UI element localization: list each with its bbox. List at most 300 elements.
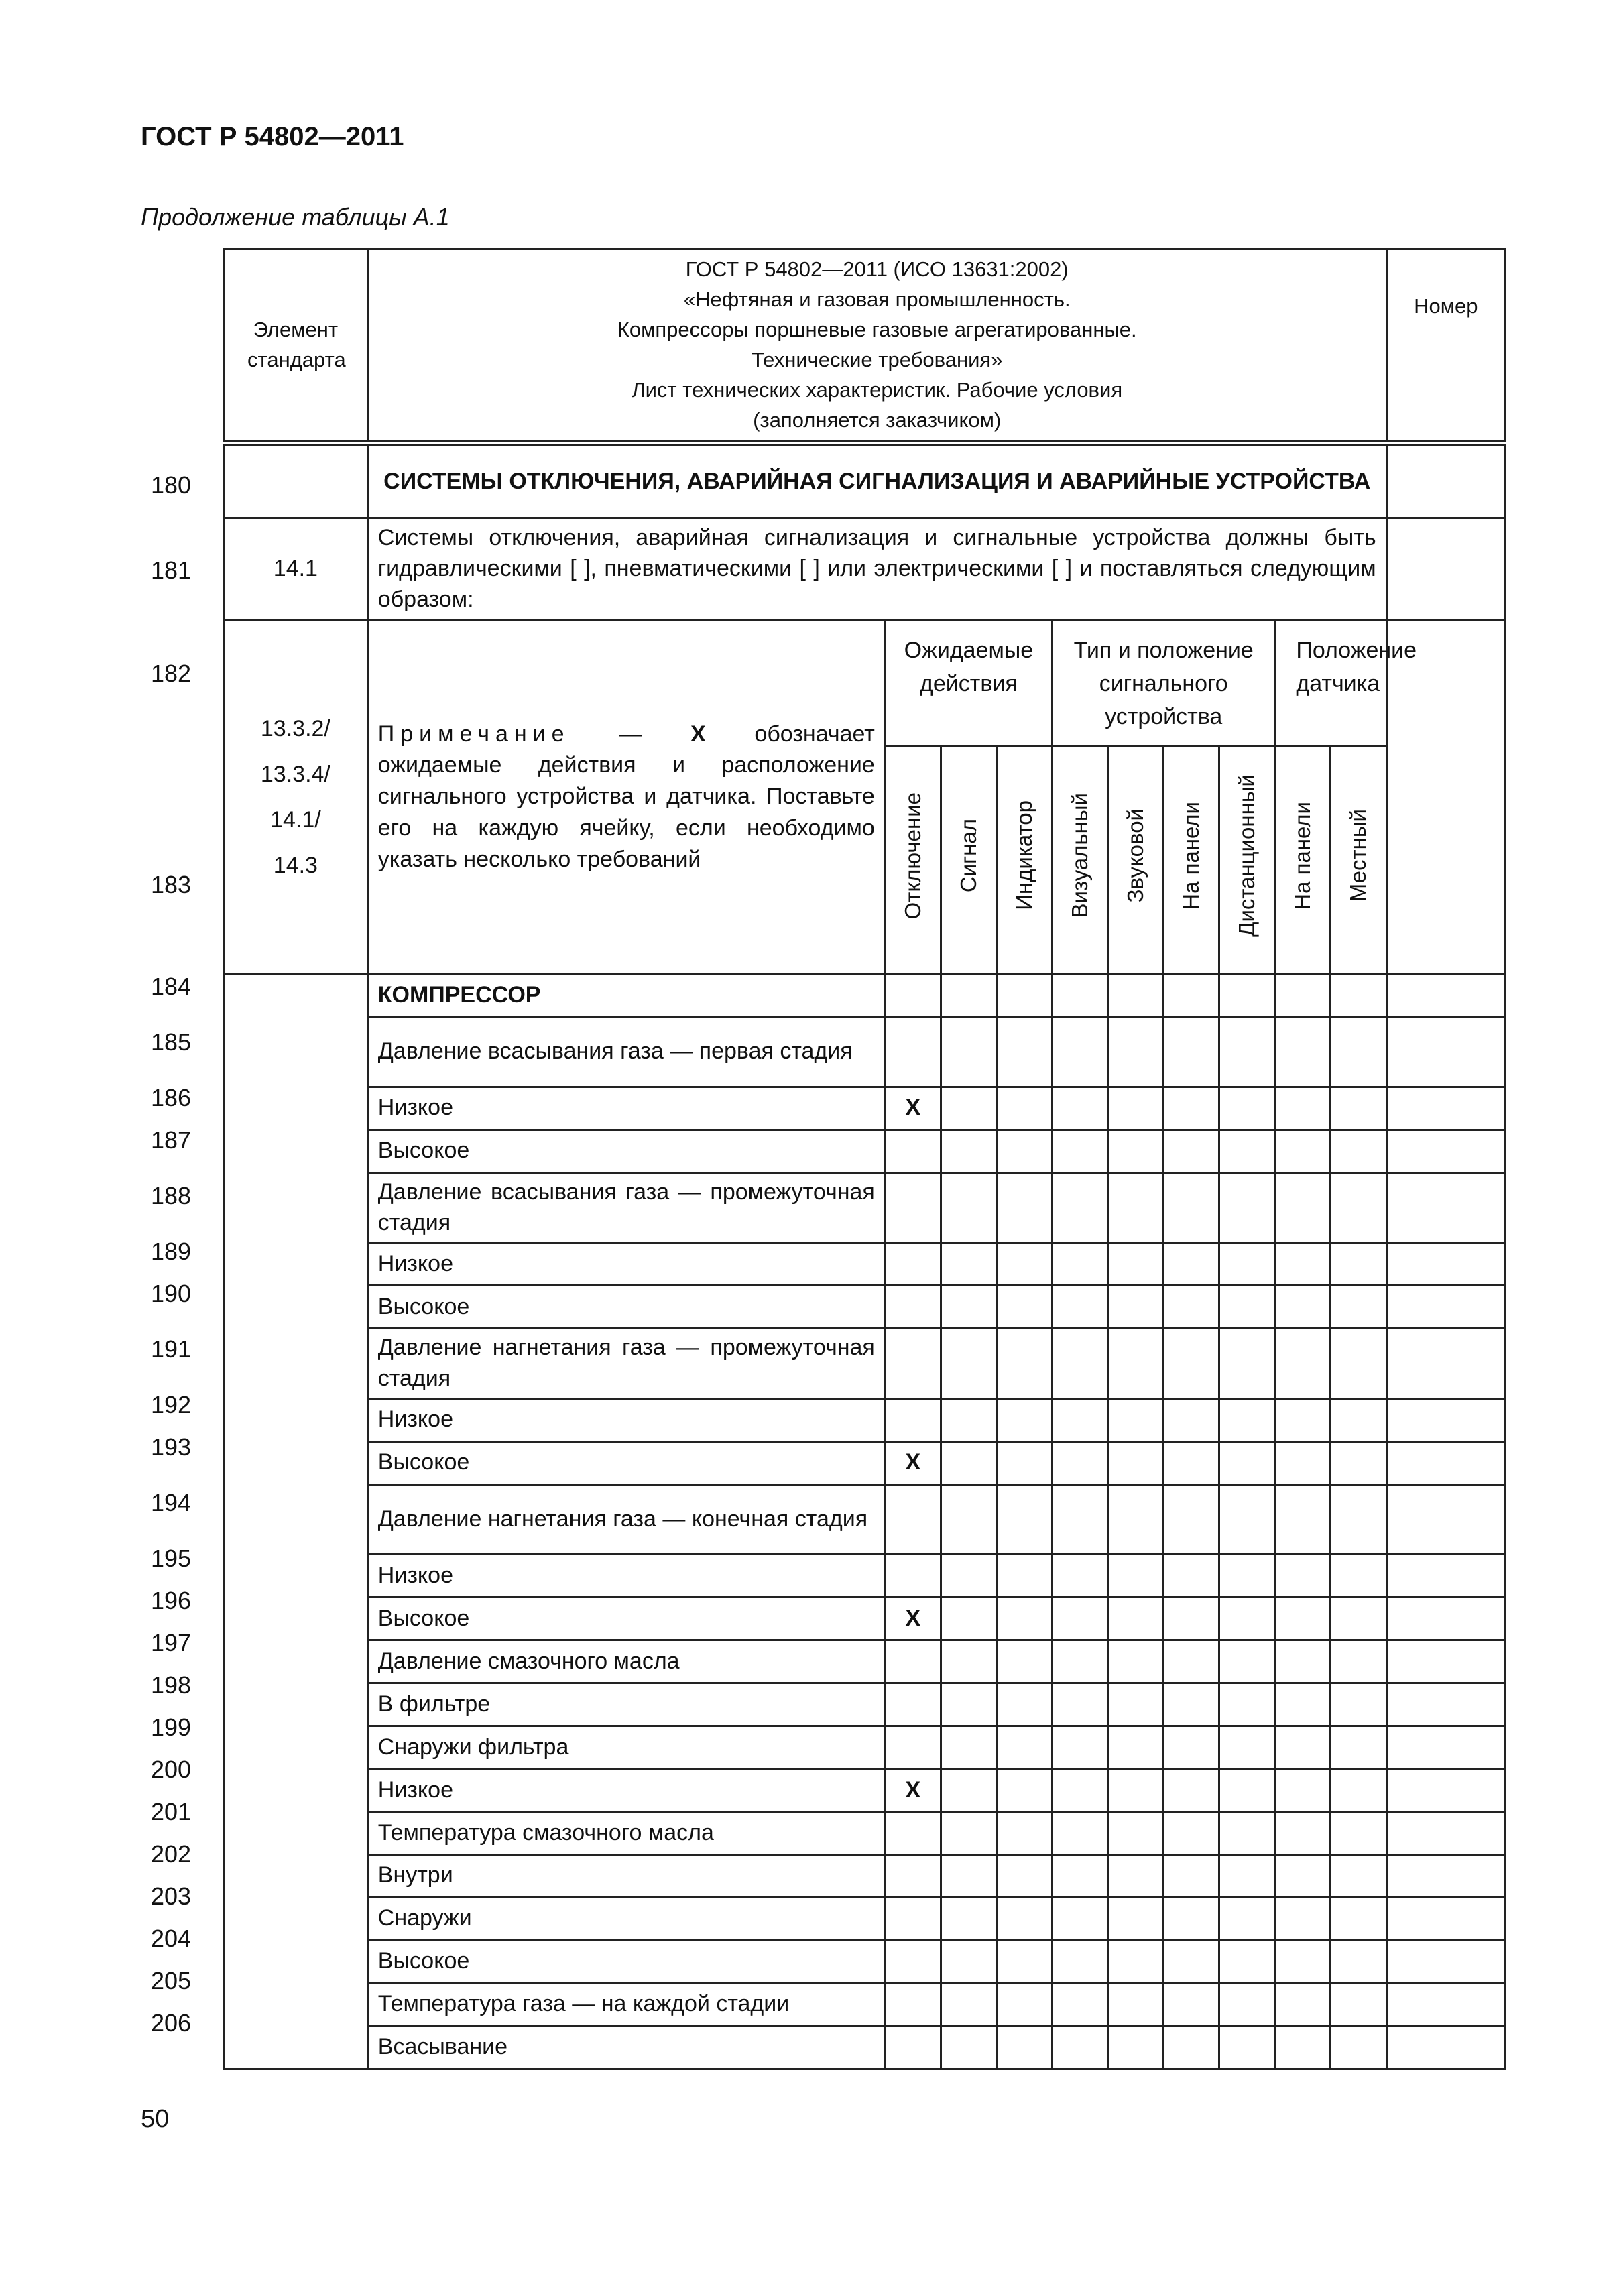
requirement-text: Системы отключения, аварийная сигнализация и сигнальные устройства должны быть гидравлическими [ ], пневматическими [ ] или электрическими [ ] и поставляться следующим образом: <box>367 518 1386 620</box>
document-code: ГОСТ Р 54802—2011 <box>141 122 404 152</box>
col-header-audible <box>1108 746 1164 974</box>
row-number: 192 <box>150 1390 192 1418</box>
row-number: 197 <box>150 1628 192 1656</box>
table-row <box>224 1484 1506 1555</box>
mark-cell <box>996 2026 1052 2069</box>
mark-cell <box>1108 1640 1164 1683</box>
row-number: 198 <box>150 1671 192 1699</box>
mark-cell <box>1164 1769 1219 1812</box>
col-header-label: Звуковой <box>1122 808 1148 903</box>
table-row <box>224 1441 1506 1484</box>
mark-cell <box>1275 1172 1331 1243</box>
section-row <box>224 443 1506 518</box>
mark-cell <box>1219 1854 1275 1897</box>
mark-cell <box>885 1130 941 1172</box>
mark-cell <box>1164 1484 1219 1555</box>
mark-cell <box>1108 974 1164 1017</box>
element-cell <box>224 974 368 2069</box>
mark-cell <box>996 1854 1052 1897</box>
mark-cell <box>1108 1441 1164 1484</box>
mark-cell <box>1053 1940 1108 1983</box>
row-number: 206 <box>150 2008 192 2037</box>
mark-cell <box>1275 1597 1331 1640</box>
row-label: Высокое <box>367 1940 885 1983</box>
mark-cell <box>1053 1172 1108 1243</box>
mark-cell <box>1275 1726 1331 1769</box>
mark-cell <box>885 1286 941 1329</box>
mark-cell <box>1164 1811 1219 1854</box>
mark-cell <box>885 1854 941 1897</box>
mark-cell <box>941 1017 996 1087</box>
mark-cell <box>1331 1811 1386 1854</box>
mark-cell <box>1164 1329 1219 1399</box>
col-header-label: На панели <box>1178 801 1203 910</box>
group-sensor-position: Положение датчика <box>1275 620 1386 746</box>
mark-cell <box>1164 1854 1219 1897</box>
mark-cell <box>941 1897 996 1940</box>
note-cell <box>367 620 885 974</box>
number-cell <box>1386 1243 1505 1286</box>
mark-cell <box>1108 1329 1164 1399</box>
number-cell <box>1386 1484 1505 1555</box>
mark-cell <box>1053 1769 1108 1812</box>
mark-cell <box>1053 1640 1108 1683</box>
col-header-indicator <box>996 746 1052 974</box>
row-label: Низкое <box>367 1243 885 1286</box>
number-cell <box>1386 1441 1505 1484</box>
table-row <box>224 974 1506 1017</box>
table-row <box>224 1940 1506 1983</box>
row-number: 199 <box>150 1713 192 1741</box>
mark-cell <box>941 1811 996 1854</box>
mark-cell <box>1275 1683 1331 1726</box>
mark-cell <box>885 1640 941 1683</box>
note-mark: X <box>690 721 706 747</box>
mark-cell <box>1331 1243 1386 1286</box>
mark-cell <box>1053 1597 1108 1640</box>
mark-cell <box>996 1329 1052 1399</box>
mark-cell <box>1275 1555 1331 1597</box>
page-number: 50 <box>141 2105 170 2133</box>
mark-cell <box>885 1172 941 1243</box>
col-header-local <box>1331 746 1386 974</box>
mark-cell <box>1331 1983 1386 2026</box>
mark-cell <box>996 1769 1052 1812</box>
mark-cell <box>1164 1286 1219 1329</box>
mark-cell <box>1108 2026 1164 2069</box>
element-ref: 14.3 <box>273 852 318 878</box>
mark-cell <box>1331 1017 1386 1087</box>
row-number: 181 <box>150 556 192 584</box>
mark-cell <box>1219 1286 1275 1329</box>
mark-cell: X <box>885 1769 941 1812</box>
mark-cell <box>1331 1555 1386 1597</box>
mark-cell <box>941 1398 996 1441</box>
mark-cell: X <box>885 1597 941 1640</box>
table-row <box>224 1811 1506 1854</box>
mark-cell <box>996 1811 1052 1854</box>
row-number: 187 <box>150 1126 192 1154</box>
mark-cell <box>1164 1940 1219 1983</box>
mark-cell <box>1164 1983 1219 2026</box>
table-row <box>224 1087 1506 1130</box>
mark-cell <box>941 1683 996 1726</box>
mark-cell <box>996 1286 1052 1329</box>
table-row <box>224 1130 1506 1172</box>
row-label: Снаружи <box>367 1897 885 1940</box>
row-number: 180 <box>150 471 192 499</box>
mark-cell <box>941 1484 996 1555</box>
row-number: 191 <box>150 1335 192 1363</box>
row-label: Снаружи фильтра <box>367 1726 885 1769</box>
mark-cell <box>996 974 1052 1017</box>
row-number: 196 <box>150 1586 192 1614</box>
mark-cell <box>1275 1484 1331 1555</box>
row-label: Давление нагнетания газа — промежуточная стадия <box>367 1329 885 1399</box>
row-label: Температура газа — на каждой стадии <box>367 1983 885 2026</box>
mark-cell <box>1164 1130 1219 1172</box>
row-label: Внутри <box>367 1854 885 1897</box>
mark-cell <box>1108 1243 1164 1286</box>
mark-cell <box>1053 2026 1108 2069</box>
mark-cell <box>1053 1329 1108 1399</box>
title-line: Лист технических характеристик. Рабочие условия <box>632 377 1123 402</box>
number-cell <box>1386 1398 1505 1441</box>
row-label: Высокое <box>367 1286 885 1329</box>
mark-cell <box>885 1398 941 1441</box>
mark-cell <box>885 1811 941 1854</box>
number-cell <box>1386 974 1505 1017</box>
mark-cell <box>996 1087 1052 1130</box>
mark-cell <box>1108 1484 1164 1555</box>
mark-cell <box>1219 974 1275 1017</box>
mark-cell <box>1275 1640 1331 1683</box>
mark-cell <box>996 1243 1052 1286</box>
mark-cell <box>1275 1329 1331 1399</box>
mark-cell <box>1053 1555 1108 1597</box>
mark-cell <box>941 1983 996 2026</box>
mark-cell <box>1108 1897 1164 1940</box>
mark-cell <box>885 1017 941 1087</box>
mark-cell <box>1164 1555 1219 1597</box>
col-header-label: Индикатор <box>1011 800 1036 911</box>
row-number: 195 <box>150 1544 192 1572</box>
table-row <box>224 1769 1506 1812</box>
mark-cell <box>1219 1329 1275 1399</box>
form-title-header <box>367 249 1386 443</box>
mark-cell <box>885 1683 941 1726</box>
mark-cell <box>1219 1597 1275 1640</box>
title-line: Компрессоры поршневые газовые агрегатированные. <box>617 317 1137 341</box>
mark-cell <box>941 1940 996 1983</box>
mark-cell <box>1053 1683 1108 1726</box>
number-cell <box>1386 1017 1505 1087</box>
mark-cell <box>1219 1555 1275 1597</box>
mark-cell <box>1275 1286 1331 1329</box>
mark-cell <box>996 1597 1052 1640</box>
mark-cell <box>1053 974 1108 1017</box>
table-row <box>224 2026 1506 2069</box>
mark-cell <box>1331 1172 1386 1243</box>
mark-cell <box>1053 1811 1108 1854</box>
mark-cell <box>1053 1726 1108 1769</box>
element-ref: 13.3.4/ <box>260 761 330 787</box>
mark-cell <box>996 1130 1052 1172</box>
table-row <box>224 1398 1506 1441</box>
mark-cell: X <box>885 1441 941 1484</box>
row-number: 200 <box>150 1755 192 1783</box>
mark-cell <box>1331 1329 1386 1399</box>
col-header-label: Дистанционный <box>1234 774 1260 937</box>
table-continuation-caption: Продолжение таблицы А.1 <box>141 203 450 231</box>
mark-cell <box>1331 974 1386 1017</box>
table-row <box>224 1017 1506 1087</box>
mark-cell <box>996 1172 1052 1243</box>
mark-cell <box>996 1726 1052 1769</box>
mark-cell <box>1219 1683 1275 1726</box>
number-cell <box>1386 2026 1505 2069</box>
title-line: (заполняется заказчиком) <box>753 408 1002 432</box>
row-label: Давление нагнетания газа — конечная стадия <box>367 1484 885 1555</box>
mark-cell <box>1331 2026 1386 2069</box>
element-header <box>224 249 368 443</box>
col-header-label: На панели <box>1290 801 1315 910</box>
element-header-label: Элемент стандарта <box>247 317 346 371</box>
mark-cell <box>1164 1172 1219 1243</box>
row-number: 201 <box>150 1797 192 1825</box>
mark-cell <box>1219 1811 1275 1854</box>
mark-cell <box>941 1854 996 1897</box>
group-signal-device: Тип и положение сигнального устройства <box>1053 620 1275 746</box>
row-number: 189 <box>150 1237 192 1265</box>
mark-cell <box>1275 1087 1331 1130</box>
col-header-label: Визуальный <box>1067 793 1092 918</box>
mark-cell <box>1275 1854 1331 1897</box>
mark-cell <box>1053 1243 1108 1286</box>
number-cell <box>1386 1087 1505 1130</box>
mark-cell <box>1219 1087 1275 1130</box>
mark-cell <box>996 1640 1052 1683</box>
row-label: КОМПРЕССОР <box>367 974 885 1017</box>
title-line: ГОСТ Р 54802—2011 (ИСО 13631:2002) <box>685 257 1069 281</box>
mark-cell <box>1331 1441 1386 1484</box>
element-cell <box>224 443 368 518</box>
number-cell <box>1386 1811 1505 1854</box>
col-header-label: Отключение <box>900 792 925 919</box>
row-label: Высокое <box>367 1130 885 1172</box>
mark-cell <box>996 1398 1052 1441</box>
mark-cell <box>1108 1555 1164 1597</box>
mark-cell <box>885 1484 941 1555</box>
row-number: 188 <box>150 1181 192 1209</box>
mark-cell <box>1219 1897 1275 1940</box>
row-number: 183 <box>150 871 192 898</box>
number-cell <box>1386 1329 1505 1399</box>
mark-cell <box>1219 1017 1275 1087</box>
mark-cell <box>1053 1484 1108 1555</box>
note-dash: — <box>619 721 691 747</box>
number-cell <box>1386 1983 1505 2026</box>
row-label: Низкое <box>367 1555 885 1597</box>
number-header: Номер <box>1386 249 1505 443</box>
row-number: 204 <box>150 1924 192 1952</box>
number-cell <box>1386 1640 1505 1683</box>
mark-cell <box>1331 1769 1386 1812</box>
group-expected-actions: Ожидаемые действия <box>885 620 1052 746</box>
number-cell <box>1386 1854 1505 1897</box>
col-header-remote <box>1219 746 1275 974</box>
row-label: В фильтре <box>367 1683 885 1726</box>
mark-cell <box>996 1683 1052 1726</box>
title-line: Технические требования» <box>751 347 1003 371</box>
mark-cell <box>1164 1897 1219 1940</box>
mark-cell <box>1219 1130 1275 1172</box>
table-row <box>224 1243 1506 1286</box>
mark-cell <box>996 1983 1052 2026</box>
mark-cell <box>1331 1398 1386 1441</box>
row-number: 203 <box>150 1882 192 1910</box>
mark-cell <box>885 1897 941 1940</box>
row-label: Низкое <box>367 1087 885 1130</box>
col-header-label: Сигнал <box>955 819 981 893</box>
row-label: Высокое <box>367 1597 885 1640</box>
number-cell <box>1386 1130 1505 1172</box>
mark-cell <box>1275 1130 1331 1172</box>
row-number-column <box>134 0 208 2296</box>
mark-cell <box>1164 974 1219 1017</box>
mark-cell <box>885 1555 941 1597</box>
mark-cell <box>1053 1017 1108 1087</box>
row-label: Давление смазочного масла <box>367 1640 885 1683</box>
number-cell <box>1386 620 1505 974</box>
mark-cell <box>885 2026 941 2069</box>
mark-cell <box>1275 1243 1331 1286</box>
mark-cell <box>1331 1854 1386 1897</box>
mark-cell <box>1164 1441 1219 1484</box>
table-row <box>224 1983 1506 2026</box>
mark-cell <box>1108 1398 1164 1441</box>
column-group-row <box>224 620 1506 746</box>
row-label: Низкое <box>367 1398 885 1441</box>
mark-cell <box>1108 1683 1164 1726</box>
row-number: 186 <box>150 1083 192 1111</box>
col-header-alarm <box>941 746 996 974</box>
mark-cell <box>1275 1983 1331 2026</box>
mark-cell <box>941 1130 996 1172</box>
mark-cell <box>996 1484 1052 1555</box>
mark-cell <box>1053 1897 1108 1940</box>
mark-cell <box>996 1017 1052 1087</box>
mark-cell <box>996 1940 1052 1983</box>
mark-cell <box>1108 1854 1164 1897</box>
mark-cell <box>1331 1286 1386 1329</box>
mark-cell <box>1219 1726 1275 1769</box>
section-title: СИСТЕМЫ ОТКЛЮЧЕНИЯ, АВАРИЙНАЯ СИГНАЛИЗАЦИЯ И АВАРИЙНЫЕ УСТРОЙСТВА <box>367 443 1386 518</box>
mark-cell <box>885 1983 941 2026</box>
mark-cell <box>1108 1769 1164 1812</box>
mark-cell <box>1219 1640 1275 1683</box>
table-row <box>224 1286 1506 1329</box>
row-number: 202 <box>150 1839 192 1868</box>
element-cell: 14.1 <box>224 518 368 620</box>
element-cell <box>224 620 368 974</box>
mark-cell <box>1331 1597 1386 1640</box>
mark-cell <box>1108 1087 1164 1130</box>
mark-cell <box>1219 1398 1275 1441</box>
mark-cell <box>1164 1640 1219 1683</box>
mark-cell <box>1275 1441 1331 1484</box>
mark-cell <box>1108 1172 1164 1243</box>
mark-cell <box>1219 1983 1275 2026</box>
mark-cell <box>1219 1243 1275 1286</box>
col-header-on-panel <box>1164 746 1219 974</box>
mark-cell <box>885 1329 941 1399</box>
table-row <box>224 1555 1506 1597</box>
table-row <box>224 1854 1506 1897</box>
mark-cell <box>1331 1640 1386 1683</box>
mark-cell <box>1275 1769 1331 1812</box>
mark-cell <box>941 1769 996 1812</box>
mark-cell <box>941 1243 996 1286</box>
mark-cell <box>941 1286 996 1329</box>
mark-cell <box>1053 1441 1108 1484</box>
mark-cell <box>941 1329 996 1399</box>
mark-cell <box>1331 1897 1386 1940</box>
table-row <box>224 1640 1506 1683</box>
row-label: Давление всасывания газа — промежуточная стадия <box>367 1172 885 1243</box>
table-row <box>224 1172 1506 1243</box>
mark-cell <box>885 1243 941 1286</box>
mark-cell <box>1275 1398 1331 1441</box>
title-line: «Нефтяная и газовая промышленность. <box>683 287 1071 311</box>
note-prefix: Примечание <box>377 721 570 747</box>
row-number: 190 <box>150 1279 192 1307</box>
mark-cell <box>1275 1017 1331 1087</box>
number-cell <box>1386 1597 1505 1640</box>
table-header-row <box>224 249 1506 443</box>
mark-cell <box>941 1172 996 1243</box>
element-ref: 14.1/ <box>270 806 321 833</box>
mark-cell <box>1219 1172 1275 1243</box>
number-cell <box>1386 443 1505 518</box>
row-label: Давление всасывания газа — первая стадия <box>367 1017 885 1087</box>
mark-cell <box>941 1597 996 1640</box>
mark-cell: X <box>885 1087 941 1130</box>
number-cell <box>1386 1286 1505 1329</box>
mark-cell <box>1053 1398 1108 1441</box>
mark-cell <box>1164 2026 1219 2069</box>
mark-cell <box>996 1897 1052 1940</box>
mark-cell <box>1164 1398 1219 1441</box>
number-cell <box>1386 518 1505 620</box>
table-row <box>224 1329 1506 1399</box>
table-row <box>224 1897 1506 1940</box>
mark-cell <box>1219 2026 1275 2069</box>
mark-cell <box>996 1441 1052 1484</box>
mark-cell <box>885 1940 941 1983</box>
mark-cell <box>941 1726 996 1769</box>
mark-cell <box>1108 1726 1164 1769</box>
mark-cell <box>1053 1130 1108 1172</box>
mark-cell <box>1053 1854 1108 1897</box>
element-ref: 13.3.2/ <box>260 715 330 741</box>
row-number: 205 <box>150 1966 192 1994</box>
mark-cell <box>1108 1130 1164 1172</box>
row-number: 184 <box>150 972 192 1000</box>
mark-cell <box>1331 1087 1386 1130</box>
requirements-table <box>223 248 1506 2070</box>
mark-cell <box>1164 1726 1219 1769</box>
